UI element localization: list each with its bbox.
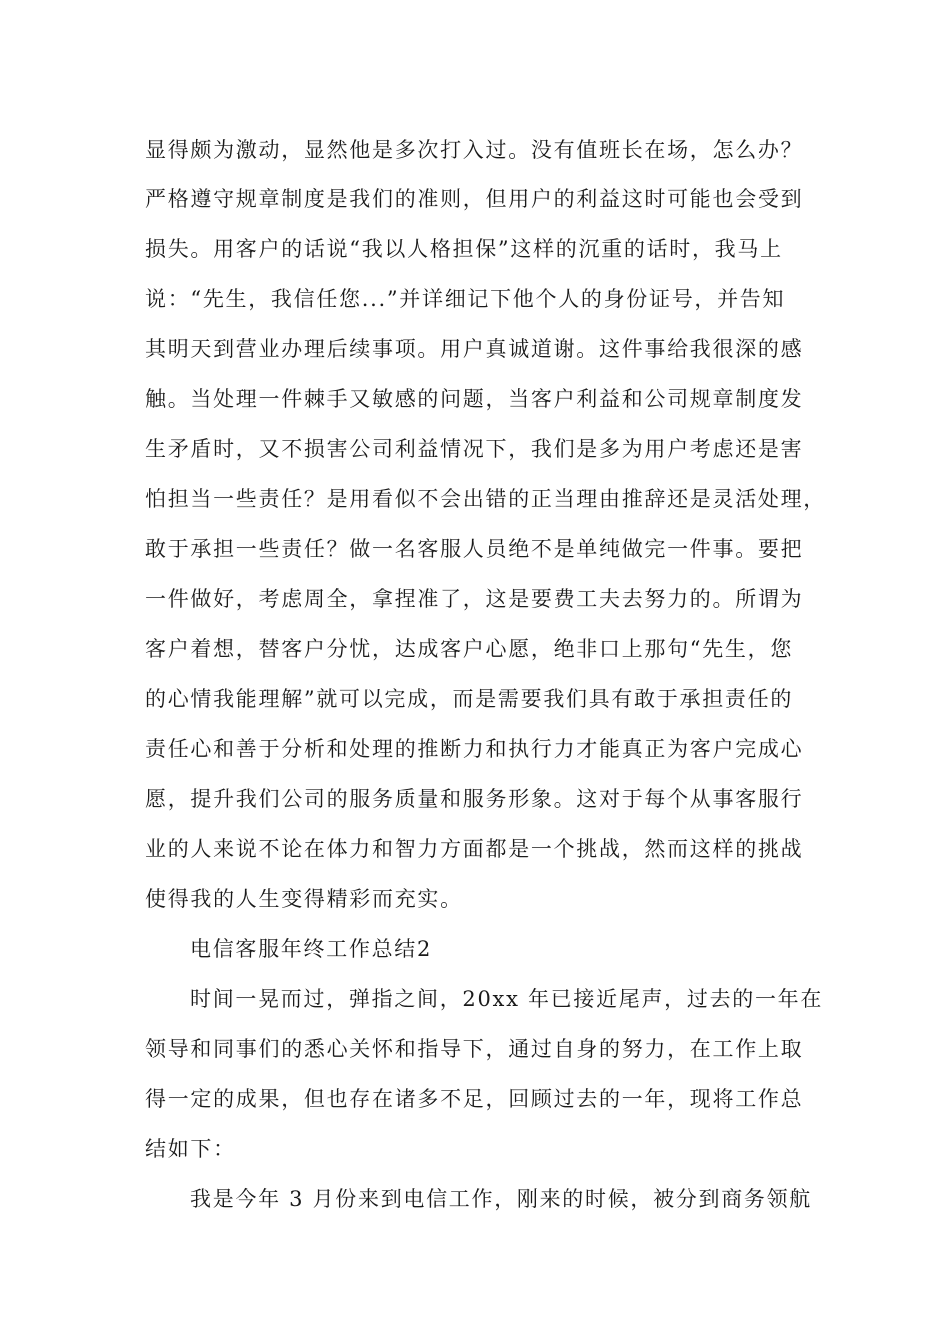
section-heading: 电信客服年终工作总结2 — [190, 937, 433, 961]
paragraph-line: 时间一晃而过，弹指之间，20xx 年已接近尾声，过去的一年在 — [190, 987, 824, 1011]
paragraph-line: 业的人来说不论在体力和智力方面都是一个挑战，然而这样的挑战 — [145, 837, 804, 861]
paragraph-line: 愿，提升我们公司的服务质量和服务形象。这对于每个从事客服行 — [145, 787, 804, 811]
paragraph-line: 客户着想，替客户分忧，达成客户心愿，绝非口上那句“先生，您 — [145, 637, 794, 661]
paragraph-line: 敢于承担一些责任？做一名客服人员绝不是单纯做完一件事。要把 — [145, 537, 804, 561]
paragraph-line: 我是今年 3 月份来到电信工作，刚来的时候，被分到商务领航 — [190, 1187, 813, 1211]
paragraph-line: 触。当处理一件棘手又敏感的问题，当客户利益和公司规章制度发 — [145, 387, 804, 411]
paragraph-line: 得一定的成果，但也存在诸多不足，回顾过去的一年，现将工作总 — [145, 1087, 804, 1111]
paragraph-line: 其明天到营业办理后续事项。用户真诚道谢。这件事给我很深的感 — [145, 337, 804, 361]
paragraph-line: 领导和同事们的悉心关怀和指导下，通过自身的努力，在工作上取 — [145, 1037, 804, 1061]
paragraph-line: 结如下： — [145, 1137, 236, 1161]
paragraph-line: 严格遵守规章制度是我们的准则，但用户的利益这时可能也会受到 — [145, 187, 804, 211]
paragraph-line: 损失。用客户的话说“我以人格担保”这样的沉重的话时，我马上 — [145, 237, 783, 261]
paragraph-line: 一件做好，考虑周全，拿捏准了，这是要费工夫去努力的。所谓为 — [145, 587, 804, 611]
paragraph-line: 使得我的人生变得精彩而充实。 — [145, 887, 463, 911]
paragraph-line: 生矛盾时，又不损害公司利益情况下，我们是多为用户考虑还是害 — [145, 437, 804, 461]
paragraph-line: 责任心和善于分析和处理的推断力和执行力才能真正为客户完成心 — [145, 737, 804, 761]
paragraph-line: 说：“先生，我信任您...”并详细记下他个人的身份证号，并告知 — [145, 287, 786, 311]
paragraph-line: 怕担当一些责任？是用看似不会出错的正当理由推辞还是灵活处理， — [145, 487, 826, 511]
paragraph-line: 显得颇为激动，显然他是多次打入过。没有值班长在场，怎么办？ — [145, 138, 804, 162]
paragraph-line: 的心情我能理解”就可以完成，而是需要我们具有敢于承担责任的 — [145, 687, 794, 711]
